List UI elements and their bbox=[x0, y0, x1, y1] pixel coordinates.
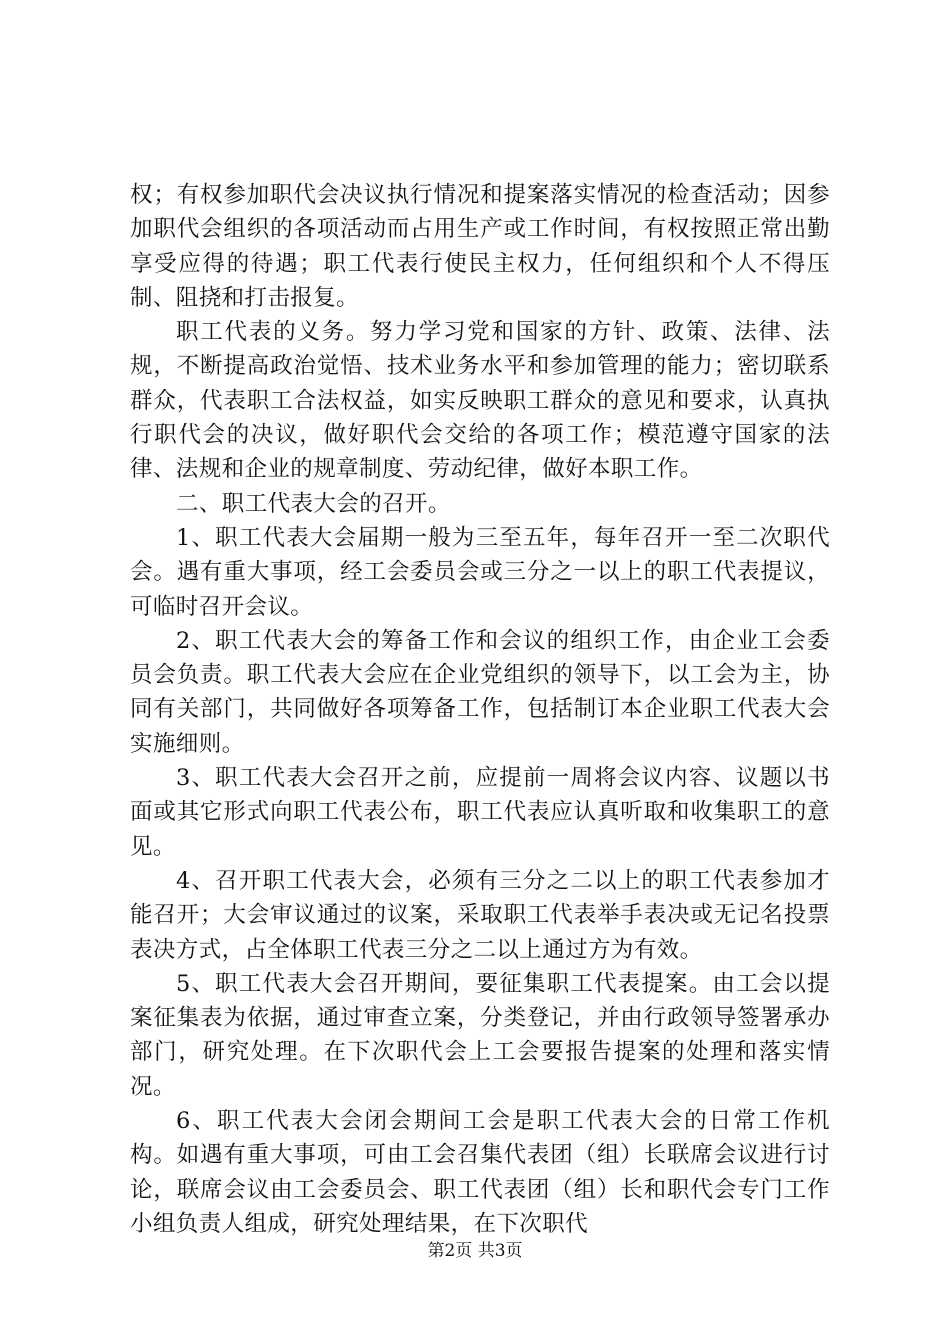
paragraph: 6、职工代表大会闭会期间工会是职工代表大会的日常工作机构。如遇有重大事项，可由工会召集代表团（组）长联席会议进行讨论，联席会议由工会委员会、职工代表团（组）长和职代会专门工作小组负责人组成，研究处理结果，在下次职代 bbox=[130, 1108, 830, 1237]
paragraph: 5、职工代表大会召开期间，要征集职工代表提案。由工会以提案征集表为依据，通过审查立案，分类登记，并由行政领导签署承办部门，研究处理。在下次职代会上工会要报告提案的处理和落实情况。 bbox=[130, 970, 830, 1100]
paragraph: 4、召开职工代表大会，必须有三分之二以上的职工代表参加才能召开；大会审议通过的议案，采取职工代表举手表决或无记名投票表决方式，占全体职工代表三分之二以上通过方为有效。 bbox=[130, 867, 830, 963]
paragraph: 职工代表的义务。努力学习党和国家的方针、政策、法律、法规，不断提高政治觉悟、技术业务水平和参加管理的能力；密切联系群众，代表职工合法权益，如实反映职工群众的意见和要求，认真执行职代会的决议，做好职代会交给的各项工作；模范遵守国家的法律、法规和企业的规章制度、劳动纪律，做好本职工作。 bbox=[130, 319, 830, 483]
page-number-footer: 第2页 共3页 bbox=[427, 1241, 523, 1261]
section-heading: 二、职工代表大会的召开。 bbox=[176, 490, 451, 517]
paragraph: 3、职工代表大会召开之前，应提前一周将会议内容、议题以书面或其它形式向职工代表公布，职工代表应认真听取和收集职工的意见。 bbox=[130, 765, 830, 860]
document-body bbox=[130, 178, 830, 1241]
paragraph: 1、职工代表大会届期一般为三至五年，每年召开一至二次职代会。遇有重大事项，经工会委员会或三分之一以上的职工代表提议，可临时召开会议。 bbox=[130, 524, 830, 620]
paragraph: 权；有权参加职代会决议执行情况和提案落实情况的检查活动；因参加职代会组织的各项活动而占用生产或工作时间，有权按照正常出勤享受应得的待遇；职工代表行使民主权力，任何组织和个人不得压制、阻挠和打击报复。 bbox=[130, 182, 830, 311]
paragraph: 2、职工代表大会的筹备工作和会议的组织工作，由企业工会委员会负责。职工代表大会应在企业党组织的领导下，以工会为主，协同有关部门，共同做好各项筹备工作，包括制订本企业职工代表大会实施细则。 bbox=[130, 627, 830, 757]
